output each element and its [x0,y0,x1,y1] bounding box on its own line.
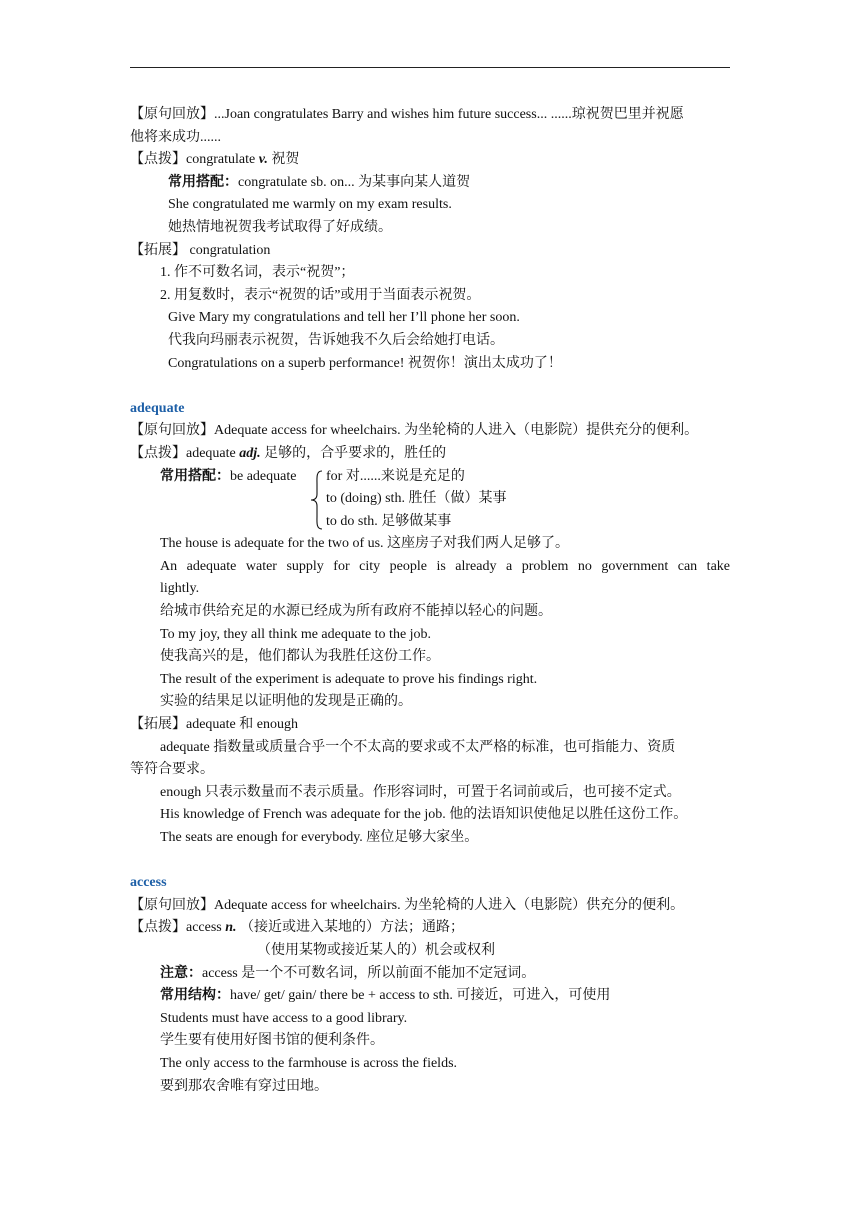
note-label: 注意： [160,965,202,981]
congratulate-example2-zh: 代我向玛丽表示祝贺，告诉她我不久后会给她打电话。 [168,332,504,348]
collocation-label: 常用搭配： [168,174,238,190]
adequate-collocation [160,466,296,489]
access-example2-en: The only access to the farmhouse is across the fields. [160,1055,458,1071]
access-original-sentence: 【原句回放】Adequate access for wheelchairs. 为坐轮椅的人进入（电影院）供充分的便利。 [130,897,685,913]
meaning: （接近或进入某地的）方法；通路； [236,920,465,936]
part-of-speech: adj. [239,445,261,461]
adequate-example3-en: To my joy, they all think me adequate to the job. [160,626,432,642]
collocation-word: be adequate [230,468,297,484]
dianbo-word: 【点拨】adequate [130,445,240,461]
access-note [130,963,730,986]
congratulate-example3: Congratulations on a superb performance! 祝贺你！演出太成功了！ [168,355,562,371]
adequate-example3-zh: 使我高兴的是，他们都认为我胜任这份工作。 [160,649,440,665]
collocation-option-2: to (doing) sth. 胜任（做）某事 [326,491,507,507]
access-example1-en: Students must have access to a good library. [160,1010,408,1026]
congratulate-original-sentence-cont: 他将来成功...... [130,129,221,145]
congratulate-note-1: 1. 作不可数名词，表示“祝贺”； [160,265,355,281]
meaning: 祝贺 [267,152,300,168]
adequate-collocation-group [130,466,730,534]
collocation-option-1: for 对......来说是充足的 [326,468,465,484]
adequate-extension: 【拓展】adequate 和 enough [130,717,298,733]
adequate-explanation [130,443,730,466]
structure-text: have/ get/ gain/ there be + access to sth. 可接近，可进入，可使用 [230,988,611,1004]
adequate-original-sentence: 【原句回放】Adequate access for wheelchairs. 为坐轮椅的人进入（电影院）提供充分的便利。 [130,423,699,439]
adequate-example6: The seats are enough for everybody. 座位足够大家坐。 [160,830,479,846]
adequate-example2-en-cont: lightly. [160,581,200,597]
congratulate-explanation [130,149,730,172]
collocation-label: 常用搭配： [160,468,230,484]
collocation-text: congratulate sb. on... 为某事向某人道贺 [238,174,471,190]
congratulate-collocation [130,172,730,195]
structure-label: 常用结构： [160,988,230,1004]
curly-brace-icon [310,470,324,530]
access-explanation [130,917,730,940]
collocation-option-3: to do sth. 足够做某事 [326,513,452,529]
congratulate-extension: 【拓展】 congratulation [130,242,271,258]
adequate-example2-en: An adequate water supply for city people is already a problem no government can take [160,558,730,574]
congratulate-example2-en: Give Mary my congratulations and tell her I’ll phone her soon. [168,310,520,326]
access-example2-zh: 要到那农舍唯有穿过田地。 [160,1078,328,1094]
access-structure [130,985,730,1008]
access-example1-zh: 学生要有使用好图书馆的便利条件。 [160,1033,384,1049]
adequate-example5: His knowledge of French was adequate for the job. 他的法语知识使他足以胜任这份工作。 [160,807,688,823]
congratulate-original-sentence: 【原句回放】...Joan congratulates Barry and wishes him future success... ......琼祝贺巴里并祝愿 [130,107,684,122]
adequate-heading: adequate [130,400,185,416]
adequate-example4-zh: 实验的结果足以证明他的发现是正确的。 [160,694,412,710]
congratulate-example-zh: 她热情地祝贺我考试取得了好成绩。 [168,219,392,235]
adequate-note-2: enough 只表示数量而不表示质量。作形容词时，可置于名词前或后，也可接不定式。 [160,784,681,800]
note-text: access 是一个不可数名词，所以前面不能加不定冠词。 [202,965,536,981]
adequate-example1: The house is adequate for the two of us. 这座房子对我们两人足够了。 [160,536,570,552]
adequate-note-1: adequate 指数量或质量合乎一个不太高的要求或不太严格的标准，也可指能力、资质 [160,739,676,755]
access-explanation-cont: （使用某物或接近某人的）机会或权利 [257,942,495,958]
adequate-example4-en: The result of the experiment is adequate to prove his findings right. [160,671,538,687]
adequate-note-1-cont: 等符合要求。 [130,762,214,778]
part-of-speech: v. [258,152,268,168]
dianbo-word: 【点拨】access [130,920,226,936]
document-body [130,104,730,1098]
access-heading: access [130,875,167,891]
header-rule [130,67,730,68]
congratulate-note-2: 2. 用复数时，表示“祝贺的话”或用于当面表示祝贺。 [160,287,481,303]
dianbo-word: 【点拨】congratulate [130,152,259,168]
meaning: 足够的，合乎要求的，胜任的 [260,445,447,461]
part-of-speech: n. [225,920,237,936]
adequate-example2-zh: 给城市供给充足的水源已经成为所有政府不能掉以轻心的问题。 [160,604,552,620]
congratulate-example-en: She congratulated me warmly on my exam results. [168,197,452,213]
